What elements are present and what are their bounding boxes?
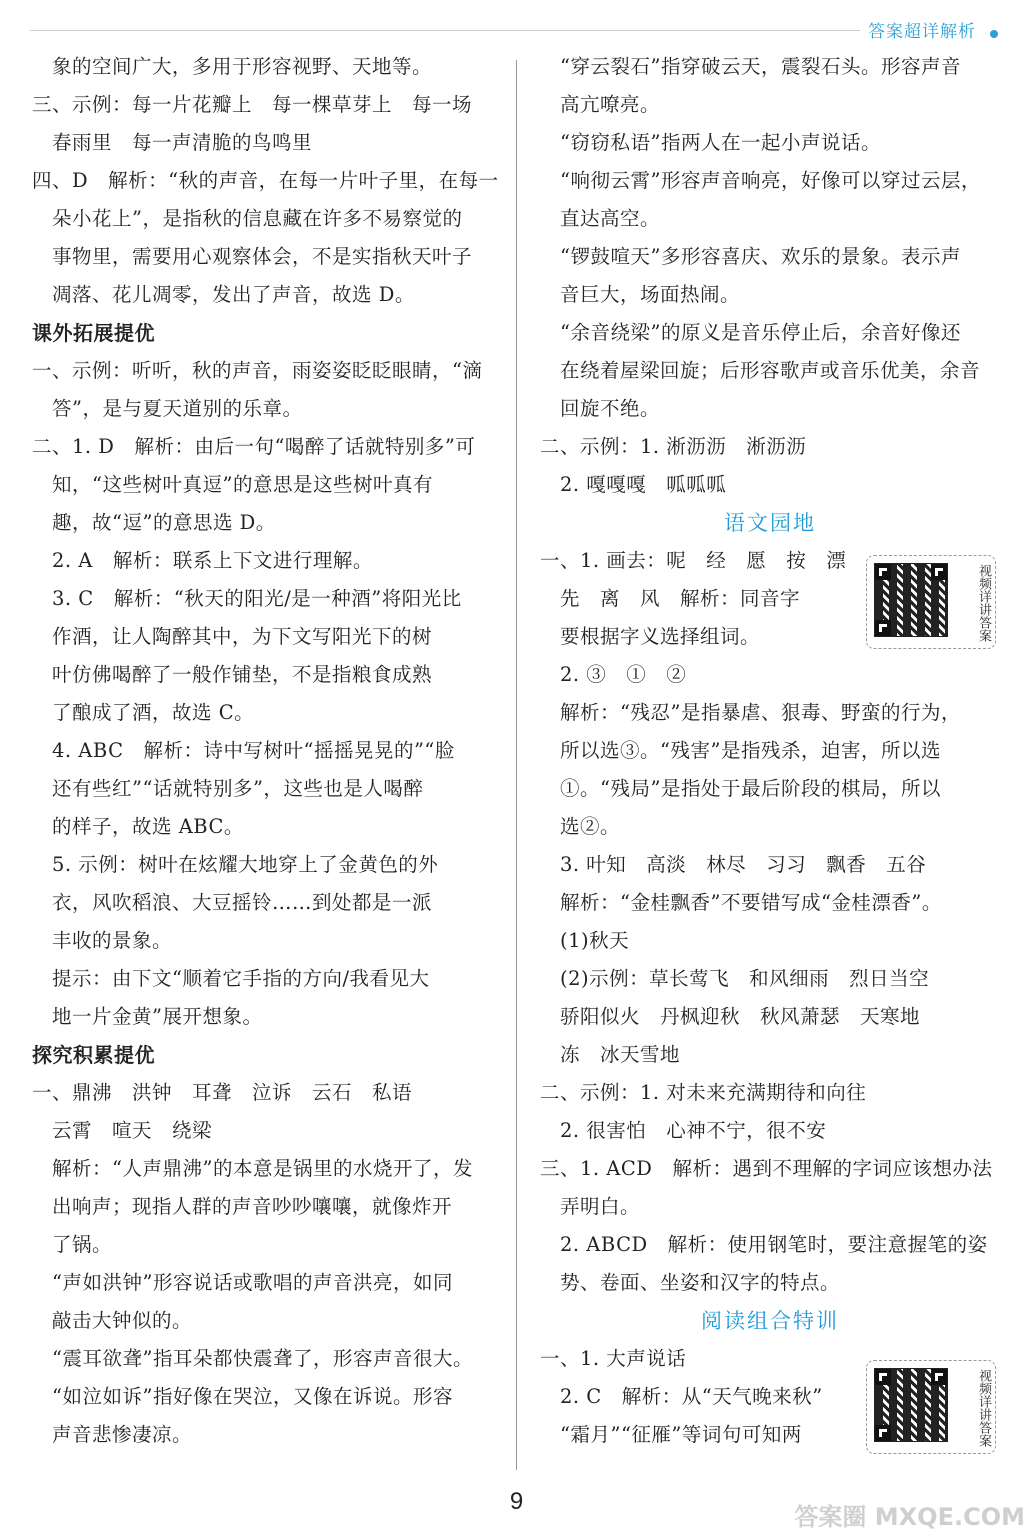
text-line: 四、D 解析：“秋的声音，在每一片叶子里，在每一 (32, 169, 499, 192)
text-line: 答”，是与夏天道别的乐章。 (32, 397, 303, 420)
text-line: 直达高空。 (540, 207, 661, 230)
text-line: 4. ABC 解析：诗中写树叶“摇摇晃晃的”“脸 (32, 739, 455, 762)
section-title: 语文园地 (724, 511, 816, 535)
text-line: 作酒，让人陶醉其中，为下文写阳光下的树 (32, 625, 433, 648)
text-line: 一、鼎沸 洪钟 耳聋 泣诉 云石 私语 (32, 1081, 413, 1104)
qr-code-box[interactable] (866, 1360, 996, 1454)
text-line: 解析：“金桂飘香”不要错写成“金桂漂香”。 (540, 891, 942, 914)
left-column (32, 48, 499, 1454)
text-line: 二、示例：1. 对未来充满期待和向往 (540, 1081, 867, 1104)
text-line: 二、示例：1. 淅沥沥 淅沥沥 (540, 435, 807, 458)
section-title: 阅读组合特训 (701, 1309, 839, 1333)
text-line: 2. 很害怕 心神不宁，很不安 (540, 1119, 827, 1142)
text-line: 解析：“残忍”是指暴虐、狠毒、野蛮的行为， (540, 701, 961, 724)
qr-finder-icon (875, 1369, 891, 1385)
text-line: “声如洪钟”形容说话或歌唱的声音洪亮，如同 (32, 1271, 453, 1294)
text-line: 了锅。 (32, 1233, 113, 1256)
right-column (540, 48, 1000, 1454)
text-line: (2)示例：草长莺飞 和风细雨 烈日当空 (540, 967, 930, 990)
qr-finder-icon (931, 1369, 947, 1385)
text-line: “如泣如诉”指好像在哭泣，又像在诉说。形容 (32, 1385, 453, 1408)
qr-finder-icon (875, 620, 891, 636)
text-line: 云霄 喧天 绕梁 (32, 1119, 213, 1142)
text-line: “锣鼓喧天”多形容喜庆、欢乐的景象。表示声 (540, 245, 961, 268)
text-line: “穿云裂石”指穿破云天，震裂石头。形容声音 (540, 55, 961, 78)
text-line: 了酿成了酒，故选 C。 (32, 701, 255, 724)
header-rule (30, 30, 860, 31)
text-line: 春雨里 每一声清脆的鸟鸣里 (32, 131, 313, 154)
qr-label: 视频详讲答案 (976, 1369, 991, 1447)
section-heading: 探究积累提优 (32, 1043, 155, 1067)
text-line: 衣，风吹稻浪、大豆摇铃……到处都是一派 (32, 891, 433, 914)
qr-finder-icon (931, 564, 947, 580)
text-line: 声音悲惨凄凉。 (32, 1423, 193, 1446)
text-line: 趣，故“逗”的意思选 D。 (32, 511, 276, 534)
qr-finder-icon (875, 1425, 891, 1441)
column-divider (516, 60, 517, 1470)
text-line: 三、示例：每一片花瓣上 每一棵草芽上 每一场 (32, 93, 473, 116)
text-line: 解析：“人声鼎沸”的本意是锅里的水烧开了，发 (32, 1157, 473, 1180)
text-line: 2. ③ ① ② (540, 663, 687, 686)
header-dot-icon (990, 30, 998, 38)
text-line: 5. 示例：树叶在炫耀大地穿上了金黄色的外 (32, 853, 439, 876)
text-line: 丰收的景象。 (32, 929, 173, 952)
text-line: 2. ABCD 解析：使用钢笔时，要注意握笔的姿 (540, 1233, 988, 1256)
text-line: 敲击大钟似的。 (32, 1309, 193, 1332)
text-line: 2. C 解析：从“天气晚来秋” (540, 1385, 823, 1408)
watermark: 答案圈 MXQE.COM (794, 1503, 1025, 1531)
text-line: (1)秋天 (540, 929, 630, 952)
text-line: 音巨大，场面热闹。 (540, 283, 741, 306)
text-line: 三、1. ACD 解析：遇到不理解的字词应该想办法 (540, 1157, 993, 1180)
text-line: ①。“残局”是指处于最后阶段的棋局，所以 (540, 777, 941, 800)
text-line: “响彻云霄”形容声音响亮，好像可以穿过云层， (540, 169, 981, 192)
text-line: “窃窃私语”指两人在一起小声说话。 (540, 131, 881, 154)
text-line: 地一片金黄”展开想象。 (32, 1005, 263, 1028)
text-line: 出响声；现指人群的声音吵吵嚷嚷，就像炸开 (32, 1195, 453, 1218)
text-line: 一、示例：听听，秋的声音，雨姿姿眨眨眼睛，“滴 (32, 359, 483, 382)
text-line: “余音绕梁”的原义是音乐停止后，余音好像还 (540, 321, 961, 344)
text-line: 3. C 解析：“秋天的阳光/是一种酒”将阳光比 (32, 587, 462, 610)
text-line: 在绕着屋梁回旋；后形容歌声或音乐优美，余音 (540, 359, 981, 382)
text-line: 选②。 (540, 815, 621, 838)
text-line: 象的空间广大，多用于形容视野、天地等。 (32, 55, 433, 78)
text-line: 的样子，故选 ABC。 (32, 815, 244, 838)
text-line: 叶仿佛喝醉了一般作铺垫，不是指粮食成熟 (32, 663, 433, 686)
text-line: 还有些红”“话就特别多”，这些也是人喝醉 (32, 777, 424, 800)
text-line: 提示：由下文“顺着它手指的方向/我看见大 (32, 967, 430, 990)
text-line: 要根据字义选择组词。 (540, 625, 761, 648)
page-number: 9 (509, 1488, 524, 1515)
text-line: 知，“这些树叶真逗”的意思是这些树叶真有 (32, 473, 433, 496)
section-heading: 课外拓展提优 (32, 321, 155, 345)
text-line: 所以选③。“残害”是指残杀，迫害，所以选 (540, 739, 941, 762)
text-line: 3. 叶知 高淡 林尽 习习 飘香 五谷 (540, 853, 927, 876)
text-line: 二、1. D 解析：由后一句“喝醉了话就特别多”可 (32, 435, 476, 458)
text-line: 一、1. 大声说话 (540, 1347, 687, 1370)
text-line: 2. 嘎嘎嘎 呱呱呱 (540, 473, 727, 496)
text-line: “震耳欲聋”指耳朵都快震聋了，形容声音很大。 (32, 1347, 473, 1370)
text-line: 冻 冰天雪地 (540, 1043, 681, 1066)
qr-label: 视频详讲答案 (976, 564, 991, 642)
text-line: 事物里，需要用心观察体会，不是实指秋天叶子 (32, 245, 473, 268)
text-line: 回旋不绝。 (540, 397, 661, 420)
text-line: 高亢嘹亮。 (540, 93, 661, 116)
text-line: 2. A 解析：联系上下文进行理解。 (32, 549, 373, 572)
text-line: 一、1. 画去：呢 经 愿 按 漂 (540, 549, 847, 572)
qr-code-box[interactable] (866, 555, 996, 649)
header-brand: 答案超详解析 (868, 22, 976, 42)
text-line: 先 离 风 解析：同音字 (540, 587, 801, 610)
text-line: 弄明白。 (540, 1195, 641, 1218)
text-line: 势、卷面、坐姿和汉字的特点。 (540, 1271, 841, 1294)
text-line: 凋落、花儿凋零，发出了声音，故选 D。 (32, 283, 415, 306)
text-line: 骄阳似火 丹枫迎秋 秋风萧瑟 天寒地 (540, 1005, 921, 1028)
qr-finder-icon (875, 564, 891, 580)
text-line: “霜月”“征雁”等词句可知两 (540, 1423, 802, 1446)
text-line: 朵小花上”，是指秋的信息藏在许多不易察觉的 (32, 207, 463, 230)
